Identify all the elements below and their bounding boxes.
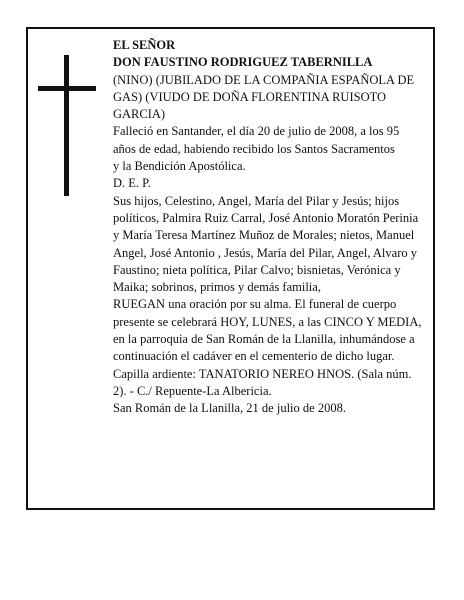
obituary-title: EL SEÑOR [113, 38, 176, 52]
obituary-text [113, 37, 425, 418]
cross-icon [38, 55, 96, 196]
deceased-name: DON FAUSTINO RODRIGUEZ TABERNILLA [113, 55, 373, 70]
family-list: Sus hijos, Celestino, Angel, María del Pilar y Jesús; hijos políticos, Palmira Ruiz Carral, José Antonio Moratón Perinia y María Teresa Martínez Muñoz de Morales; nietos, Manuel Angel, José Antonio , Jesús, María del Pilar, Angel, Alvaro y Faustino; nieta política, Pilar Calvo; bisnietas, Verónica y Maika; sobrinos, primos y demás familia, [113, 193, 419, 295]
rip: D. E. P. [113, 176, 151, 191]
funeral-details: RUEGAN una oración por su alma. El funeral de cuerpo presente se celebrará HOY, LUNES, a las CINCO Y MEDIA, en la parroquia de San Román de la Llanilla, inhumándose a continuación el cadáver en el cementerio de dicho lugar. Capilla ardiente: TANATORIO NEREO HNOS. (Sala núm. 2). - C./ Repuente-La Albericia. [113, 297, 422, 398]
deceased-description: (NINO) (JUBILADO DE LA COMPAÑIA ESPAÑOLA DE GAS) (VIUDO DE DOÑA FLORENTINA RUISOTO GARCIA) [113, 72, 415, 122]
place-date: San Román de la Llanilla, 21 de julio de 2008. [113, 401, 346, 416]
death-notice: Falleció en Santander, el día 20 de julio de 2008, a los 95 años de edad, habiendo recibido los Santos Sacramentos [113, 124, 400, 156]
blessing: y la Bendición Apostólica. [113, 159, 246, 174]
cross-vertical-bar [64, 55, 69, 196]
cross-horizontal-bar [38, 86, 96, 91]
